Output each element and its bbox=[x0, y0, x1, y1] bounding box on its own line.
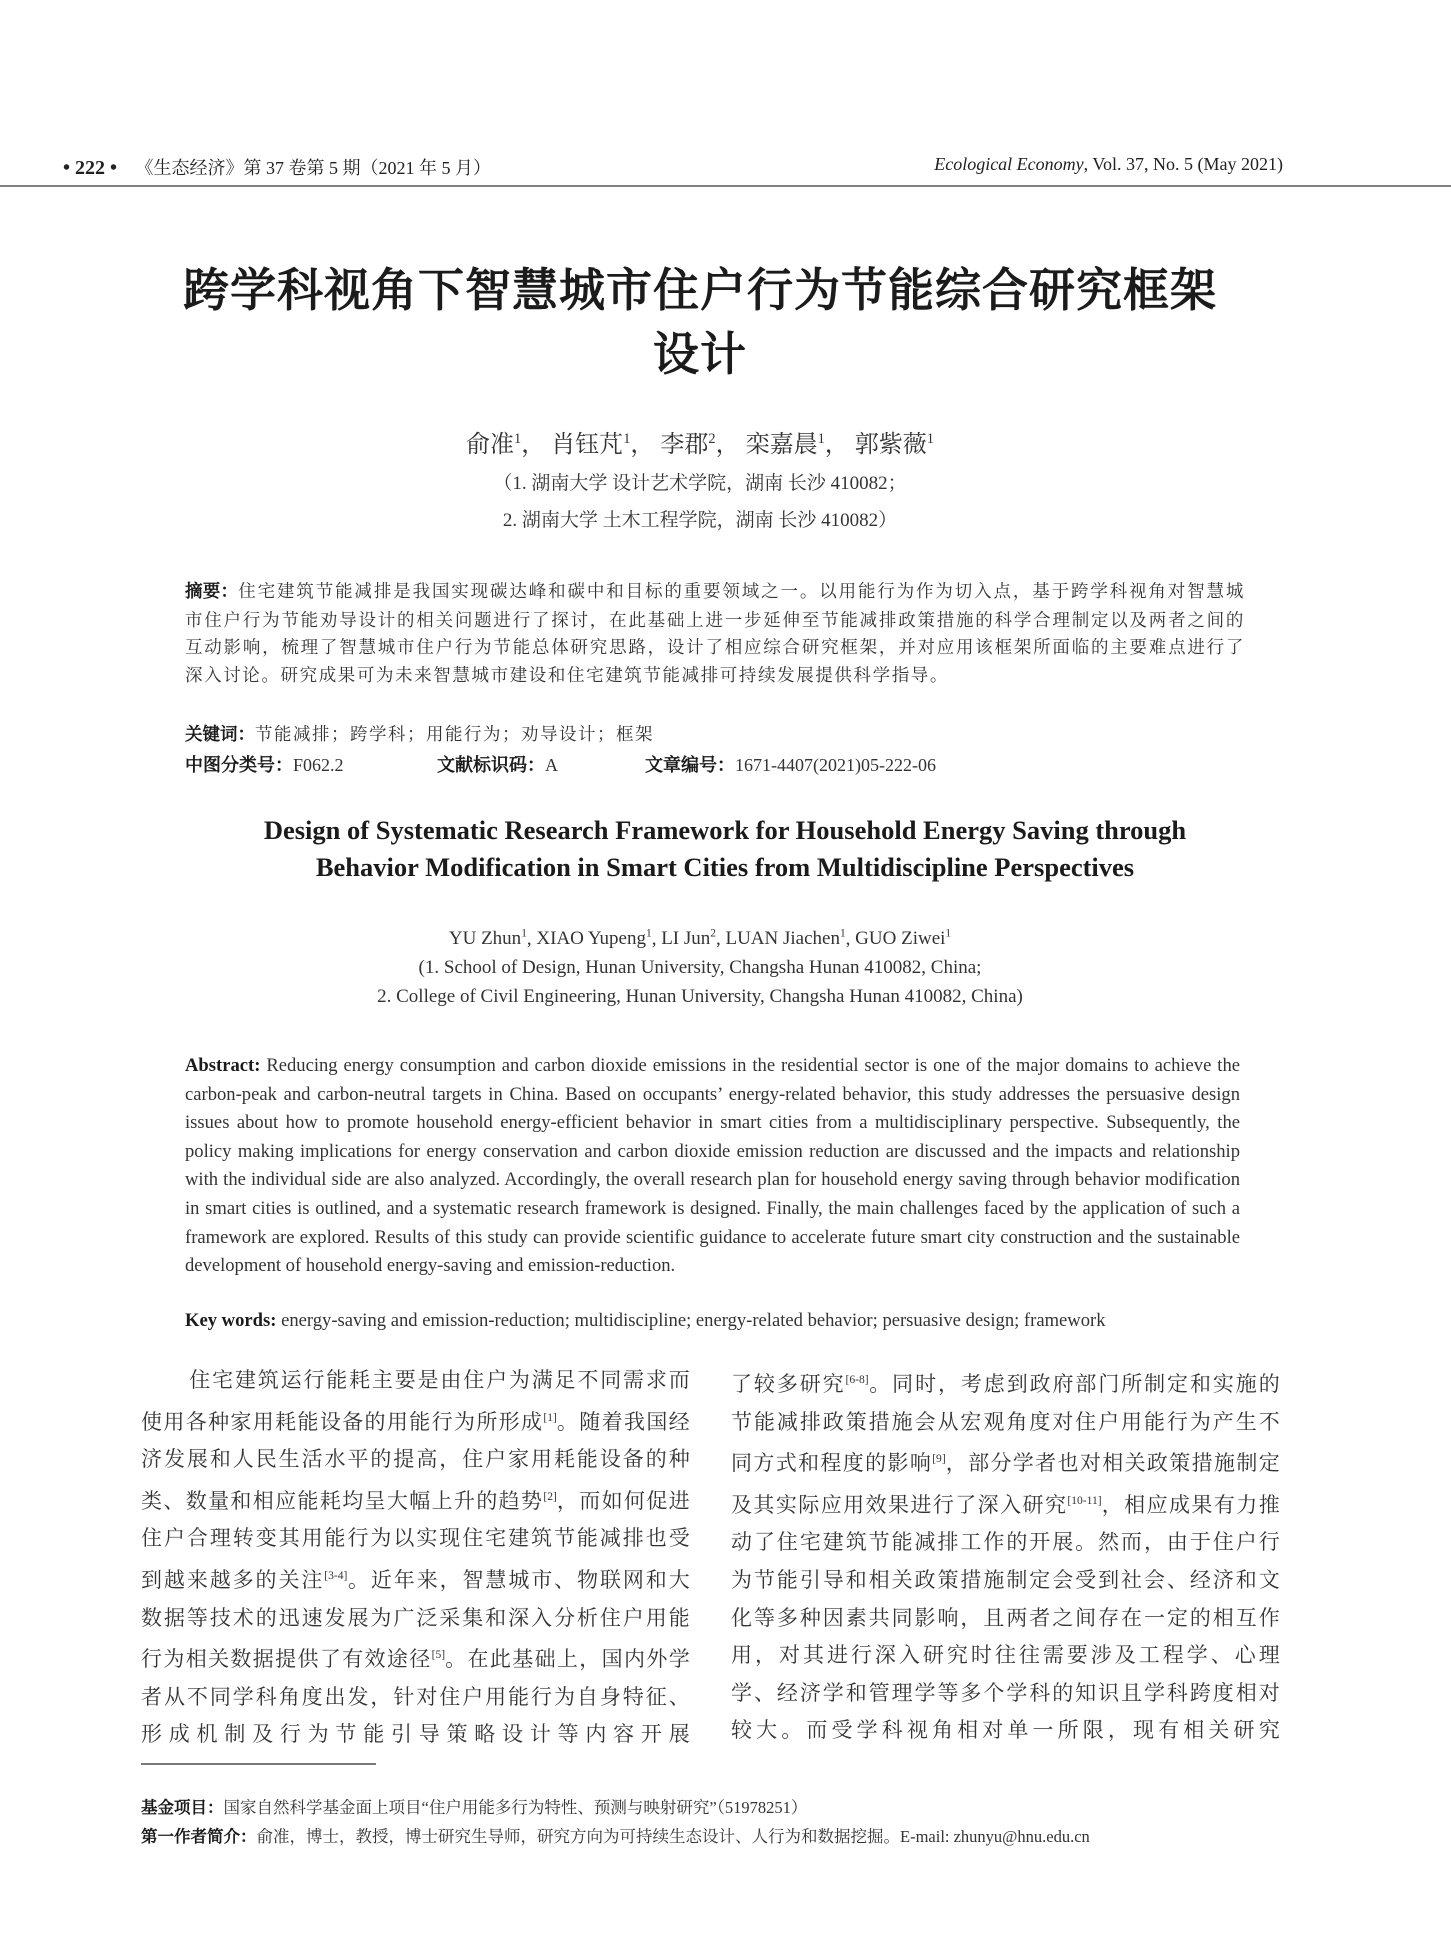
author-list-cn: 俞准$^1$， 肖钰芃$^1$， 李郡$^2$， 栾嘉晨$^1$， 郭紫薇$^1$ bbox=[465, 431, 934, 458]
affiliation-cn-2: 2. 湖南大学 土木工程学院，湖南 长沙 410082） bbox=[502, 510, 898, 531]
affiliation-en-2: 2. College of Civil Engineering, Hunan University, Changsha Hunan 410082, China) bbox=[377, 986, 1023, 1007]
clc-number: 中图分类号：F062.2 bbox=[185, 755, 344, 776]
author-en: LI Jun$^2$ bbox=[661, 928, 716, 950]
keywords-cn bbox=[185, 721, 654, 746]
funding-text: 国家自然科学基金面上项目“住户用能多行为特性、预测与映射研究”（51978251） bbox=[223, 1798, 808, 1817]
body-paragraph: 住宅建筑运行能耗主要是由住户为满足不同需求而使用各种家用耗能设备的用能行为所形成[1]。随着我国经济发展和人民生活水平的提高，住户家用耗能设备的种类、数量和相应能耗均呈大幅上升的趋势[2]，而如何促进住户合理转变其用能行为以实现住宅建筑节能减排也受到越来越多的关注[3-4]。近年来，智慧城市、物联网和大数据等技术的迅速发展为广泛采集和深入分析住户用能行为相关数据提供了有效途径[5]。在此基础上，国内外学者从不同学科角度出发，针对住户用能行为自身特征、形成机制及行为节能引导策略设计等内容开展 bbox=[141, 1368, 692, 1747]
paper-title-en-line2: Behavior Modification in Smart Cities from Multidiscipline Perspectives bbox=[315, 852, 1135, 882]
author-en: LUAN Jiachen$^1$ bbox=[725, 928, 846, 950]
author-list-en: YU Zhun$^1$, XIAO Yupeng$^1$, LI Jun$^2$, LUAN Jiachen$^1$, GUO Ziwei$^1$ bbox=[448, 928, 952, 950]
author-cn: 肖钰芃$^1$ bbox=[551, 431, 631, 458]
body-column-left bbox=[141, 1362, 691, 1754]
page-number-value: 222 bbox=[75, 157, 106, 179]
citation: [3-4] bbox=[324, 1569, 348, 1582]
paper-title-cn bbox=[100, 258, 1300, 386]
running-header-right bbox=[934, 154, 1283, 175]
keywords-cn-label: 关键词： bbox=[185, 725, 255, 745]
citation: [10-11] bbox=[1067, 1494, 1102, 1507]
paper-title-cn-line1: 跨学科视角下智慧城市住户行为节能综合研究框架 bbox=[183, 263, 1217, 317]
running-header-left bbox=[63, 154, 491, 180]
footnote-funding bbox=[141, 1794, 807, 1818]
article-number: 文章编号：1671-4407(2021)05-222-06 bbox=[645, 755, 936, 776]
affiliation-en-1: (1. School of Design, Hunan University, Changsha Hunan 410082, China; bbox=[418, 957, 982, 978]
affiliation-cn-1: （1. 湖南大学 设计艺术学院，湖南 长沙 410082； bbox=[493, 473, 907, 494]
author-cn: 栾嘉晨$^1$ bbox=[745, 431, 825, 458]
paper-title-en-line1: Design of Systematic Research Framework for Household Energy Saving through bbox=[263, 815, 1187, 845]
author-cn: 俞准$^1$ bbox=[465, 431, 522, 458]
author-cn: 李郡$^2$ bbox=[660, 431, 716, 458]
author-en: YU Zhun$^1$ bbox=[448, 928, 527, 950]
abstract-cn-label: 摘要： bbox=[185, 582, 239, 602]
author-en: XIAO Yupeng$^1$ bbox=[536, 928, 652, 950]
classification-line bbox=[185, 751, 936, 777]
first-author-text: 俞准，博士，教授，博士研究生导师，研究方向为可持续生态设计、人行为和数据挖掘。E-mail: zhunyu@hnu.edu.cn bbox=[256, 1827, 1090, 1846]
footnote-first-author bbox=[141, 1823, 1090, 1847]
paper-title-en bbox=[140, 812, 1310, 886]
page-number: • 222 • bbox=[63, 157, 118, 179]
abstract-cn-text: 住宅建筑节能减排是我国实现碳达峰和碳中和目标的重要领域之一。以用能行为作为切入点，基于跨学科视角对智慧城市住户行为节能劝导设计的相关问题进行了探讨，在此基础上进一步延伸至节能减排政策措施的科学合理制定以及两者之间的互动影响，梳理了智慧城市住户行为节能总体研究思路，设计了相应综合研究框架，并对应用该框架所面临的主要难点进行了深入讨论。研究成果可为未来智慧城市建设和住宅建筑节能减排可持续发展提供科学指导。 bbox=[185, 581, 1245, 685]
funding-label: 基金项目： bbox=[141, 1798, 224, 1817]
journal-name-en: Ecological Economy bbox=[934, 154, 1084, 174]
author-en: GUO Ziwei$^1$ bbox=[855, 928, 952, 950]
citation: [5] bbox=[431, 1649, 446, 1662]
citation: [9] bbox=[932, 1453, 946, 1466]
abstract-cn bbox=[185, 578, 1245, 689]
journal-issue-cn: 《生态经济》第 37 卷第 5 期（2021 年 5 月） bbox=[135, 158, 492, 178]
keywords-en bbox=[185, 1310, 1106, 1332]
first-author-label: 第一作者简介： bbox=[141, 1827, 257, 1846]
citation: [1] bbox=[543, 1411, 557, 1424]
author-cn: 郭紫薇$^1$ bbox=[854, 431, 934, 458]
document-code: 文献标识码：A bbox=[437, 755, 558, 776]
footnote-rule bbox=[141, 1763, 376, 1765]
paper-title-cn-line2: 设计 bbox=[653, 327, 747, 381]
citation: [6-8] bbox=[845, 1374, 869, 1386]
abstract-en-text: Reducing energy consumption and carbon dioxide emissions in the residential sector is one of the major domains to achieve the carbon-peak and carbon-neutral targets in China. Based on occupants’ energy-related behavior, this study addresses the persuasive design issues about how to promote household energy-efficient behavior in smart cities from a multidisciplinary perspective. Subsequently, the policy making implications for energy conservation and carbon dioxide emission reduction are discussed and the impacts and relationship with the individual side are also analyzed. Accordingly, the overall research plan for household energy saving through behavior modification in smart cities is outlined, and a systematic research framework is designed. Finally, the main challenges faced by the application of such a framework are explored. Results of this study can provide scientific guidance to accelerate future smart city construction and the sustainable development of household energy-saving and emission-reduction. bbox=[185, 1055, 1240, 1277]
keywords-en-label: Key words: bbox=[185, 1310, 277, 1331]
abstract-en-label: Abstract: bbox=[185, 1055, 261, 1076]
abstract-en bbox=[185, 1052, 1240, 1281]
body-column-right bbox=[731, 1362, 1281, 1750]
journal-issue-en: , Vol. 37, No. 5 (May 2021) bbox=[1083, 154, 1283, 174]
keywords-en-text: energy-saving and emission-reduction; multidiscipline; energy-related behavior; persuasive design; framework bbox=[276, 1310, 1106, 1331]
header-rule bbox=[0, 185, 1451, 187]
keywords-cn-text: 节能减排；跨学科；用能行为；劝导设计；框架 bbox=[255, 724, 654, 744]
body-paragraph-continued: 了较多研究[6-8]。同时，考虑到政府部门所制定和实施的节能减排政策措施会从宏观角度对住户用能行为产生不同方式和程度的影响[9]，部分学者也对相关政策措施制定及其实际应用效果进行了深入研究[10-11]，相应成果有力推动了住宅建筑节能减排工作的开展。然而，由于住户行为节能引导和相关政策措施制定会受到社会、经济和文化等多种因素共同影响，且两者之间存在一定的相互作用，对其进行深入研究时往往需要涉及工程学、心理学、经济学和管理学等多个学科的知识且学科跨度相对较大。而受学科视角相对单一所限，现有相关研究 bbox=[731, 1372, 1282, 1743]
citation: [2] bbox=[543, 1490, 557, 1503]
